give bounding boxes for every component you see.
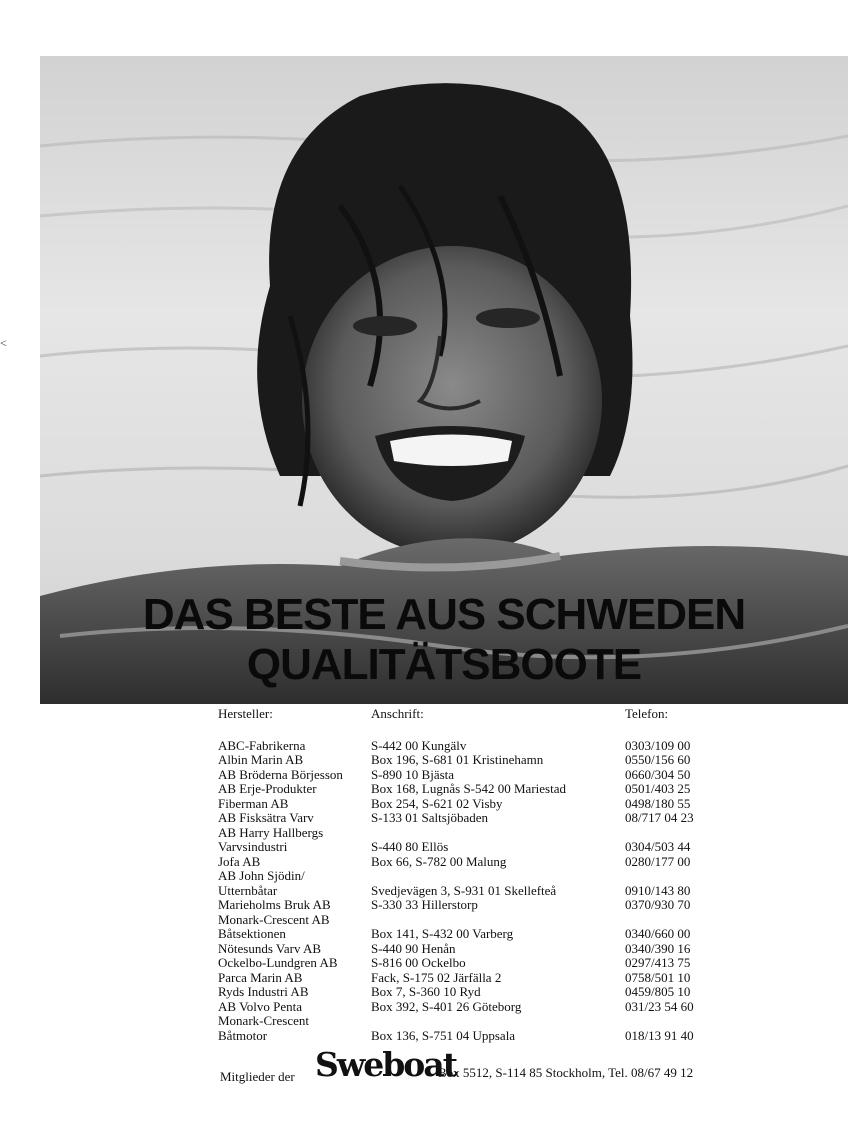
table-row-phone: 0910/143 80 bbox=[625, 882, 691, 898]
table-row-name: Monark-Crescent AB bbox=[218, 911, 330, 927]
table-row-phone: 0370/930 70 bbox=[625, 897, 691, 912]
table-row-name: Jofa AB bbox=[218, 853, 261, 869]
table-row-address: Box 141, S-432 00 Varberg bbox=[371, 926, 514, 941]
table-row-name: Albin Marin AB bbox=[218, 752, 304, 767]
table-row-name: Utternbåtar bbox=[218, 882, 278, 898]
table-row-name: Monark-Crescent bbox=[218, 1013, 309, 1028]
table-row-address bbox=[371, 1014, 566, 1029]
table-row-phone: 0304/503 44 bbox=[625, 839, 691, 854]
table-row-phone bbox=[625, 1014, 694, 1029]
table-row-name: Fiberman AB bbox=[218, 795, 289, 811]
table-row-name: Båtsektionen bbox=[218, 926, 286, 941]
table-row-phone: 0340/660 00 bbox=[625, 926, 691, 941]
table-row-phone: 0303/109 00 bbox=[625, 737, 691, 753]
table-row-phone bbox=[625, 913, 694, 928]
table-row-name: AB Fisksätra Varv bbox=[218, 810, 314, 825]
table-row-phone: 0660/304 50 bbox=[625, 766, 691, 782]
table-row-address: S-816 00 Ockelbo bbox=[371, 955, 466, 970]
margin-mark: < bbox=[0, 336, 7, 350]
table-row-name: AB Bröderna Börjesson bbox=[218, 766, 343, 782]
table-row-address: S-133 01 Saltsjöbaden bbox=[371, 810, 488, 825]
manufacturer-header: Hersteller: bbox=[218, 706, 273, 721]
table-row-name: Varvsindustri bbox=[218, 839, 288, 854]
table-row-name: Parca Marin AB bbox=[218, 969, 303, 985]
table-row-address bbox=[371, 869, 566, 884]
headline-line-1: DAS BESTE AUS SCHWEDEN bbox=[142, 590, 746, 639]
table-row-name: AB Harry Hallbergs bbox=[218, 824, 324, 840]
table-row-name: ABC-Fabrikerna bbox=[218, 737, 306, 753]
table-row-name: AB Erje-Produkter bbox=[218, 781, 317, 796]
table-row-phone: 0297/413 75 bbox=[625, 955, 691, 970]
table-row-address bbox=[371, 826, 566, 841]
table-row-phone bbox=[625, 826, 694, 841]
table-row-address: Box 136, S-751 04 Uppsala bbox=[371, 1027, 516, 1043]
phone-column bbox=[625, 707, 694, 1043]
table-row-phone: 0459/805 10 bbox=[625, 984, 691, 999]
table-row-name: AB Volvo Penta bbox=[218, 998, 303, 1014]
table-row-address bbox=[371, 913, 566, 928]
table-row-phone: 018/13 91 40 bbox=[625, 1027, 694, 1043]
sweboat-logo: Sweboat bbox=[315, 1045, 456, 1084]
phone-header: Telefon: bbox=[625, 706, 669, 721]
table-row-address: Svedjevägen 3, S-931 01 Skellefteå bbox=[371, 882, 557, 898]
table-row-phone bbox=[625, 869, 694, 884]
table-row-phone: 0340/390 16 bbox=[625, 940, 691, 956]
table-row-address: S-330 33 Hillerstorp bbox=[371, 897, 478, 912]
headline-line-2: QUALITÄTSBOOTE bbox=[246, 640, 642, 689]
table-row-name: Ockelbo-Lundgren AB bbox=[218, 955, 338, 970]
table-row-phone: 0498/180 55 bbox=[625, 795, 691, 811]
table-row-name: Båtmotor bbox=[218, 1027, 268, 1043]
table-row-phone: 0758/501 10 bbox=[625, 969, 691, 985]
table-row-address: S-890 10 Bjästa bbox=[371, 766, 455, 782]
table-row-address: Box 66, S-782 00 Malung bbox=[371, 853, 507, 869]
table-row-phone: 031/23 54 60 bbox=[625, 998, 694, 1014]
table-row-name: Marieholms Bruk AB bbox=[218, 897, 331, 912]
table-row-phone: 0501/403 25 bbox=[625, 781, 691, 796]
table-row-name: AB John Sjödin/ bbox=[218, 868, 305, 883]
table-row-name: Nötesunds Varv AB bbox=[218, 940, 322, 956]
table-row-address: S-442 00 Kungälv bbox=[371, 737, 467, 753]
table-row-address: Fack, S-175 02 Järfälla 2 bbox=[371, 969, 502, 985]
table-row-address: Box 168, Lugnås S-542 00 Mariestad bbox=[371, 781, 566, 796]
table-row-address: Box 392, S-401 26 Göteborg bbox=[371, 998, 522, 1014]
address-column bbox=[371, 707, 566, 1043]
manufacturer-column bbox=[218, 707, 343, 1043]
table-row-phone: 08/717 04 23 bbox=[625, 810, 694, 825]
address-header: Anschrift: bbox=[371, 706, 424, 721]
footer-address: Box 5512, S-114 85 Stockholm, Tel. 08/67 49 12 bbox=[438, 1065, 694, 1080]
footer-prefix: Mitglieder der bbox=[220, 1069, 295, 1084]
table-row-address: Box 7, S-360 10 Ryd bbox=[371, 984, 481, 999]
table-row-name: Ryds Industri AB bbox=[218, 984, 309, 999]
footer bbox=[0, 1045, 864, 1085]
table-row-address: Box 254, S-621 02 Visby bbox=[371, 795, 503, 811]
table-row-address: S-440 90 Henån bbox=[371, 940, 456, 956]
table-row-phone: 0280/177 00 bbox=[625, 853, 691, 869]
table-row-address: Box 196, S-681 01 Kristinehamn bbox=[371, 752, 544, 767]
table-row-address: S-440 80 Ellös bbox=[371, 839, 449, 854]
table-row-phone: 0550/156 60 bbox=[625, 752, 691, 767]
